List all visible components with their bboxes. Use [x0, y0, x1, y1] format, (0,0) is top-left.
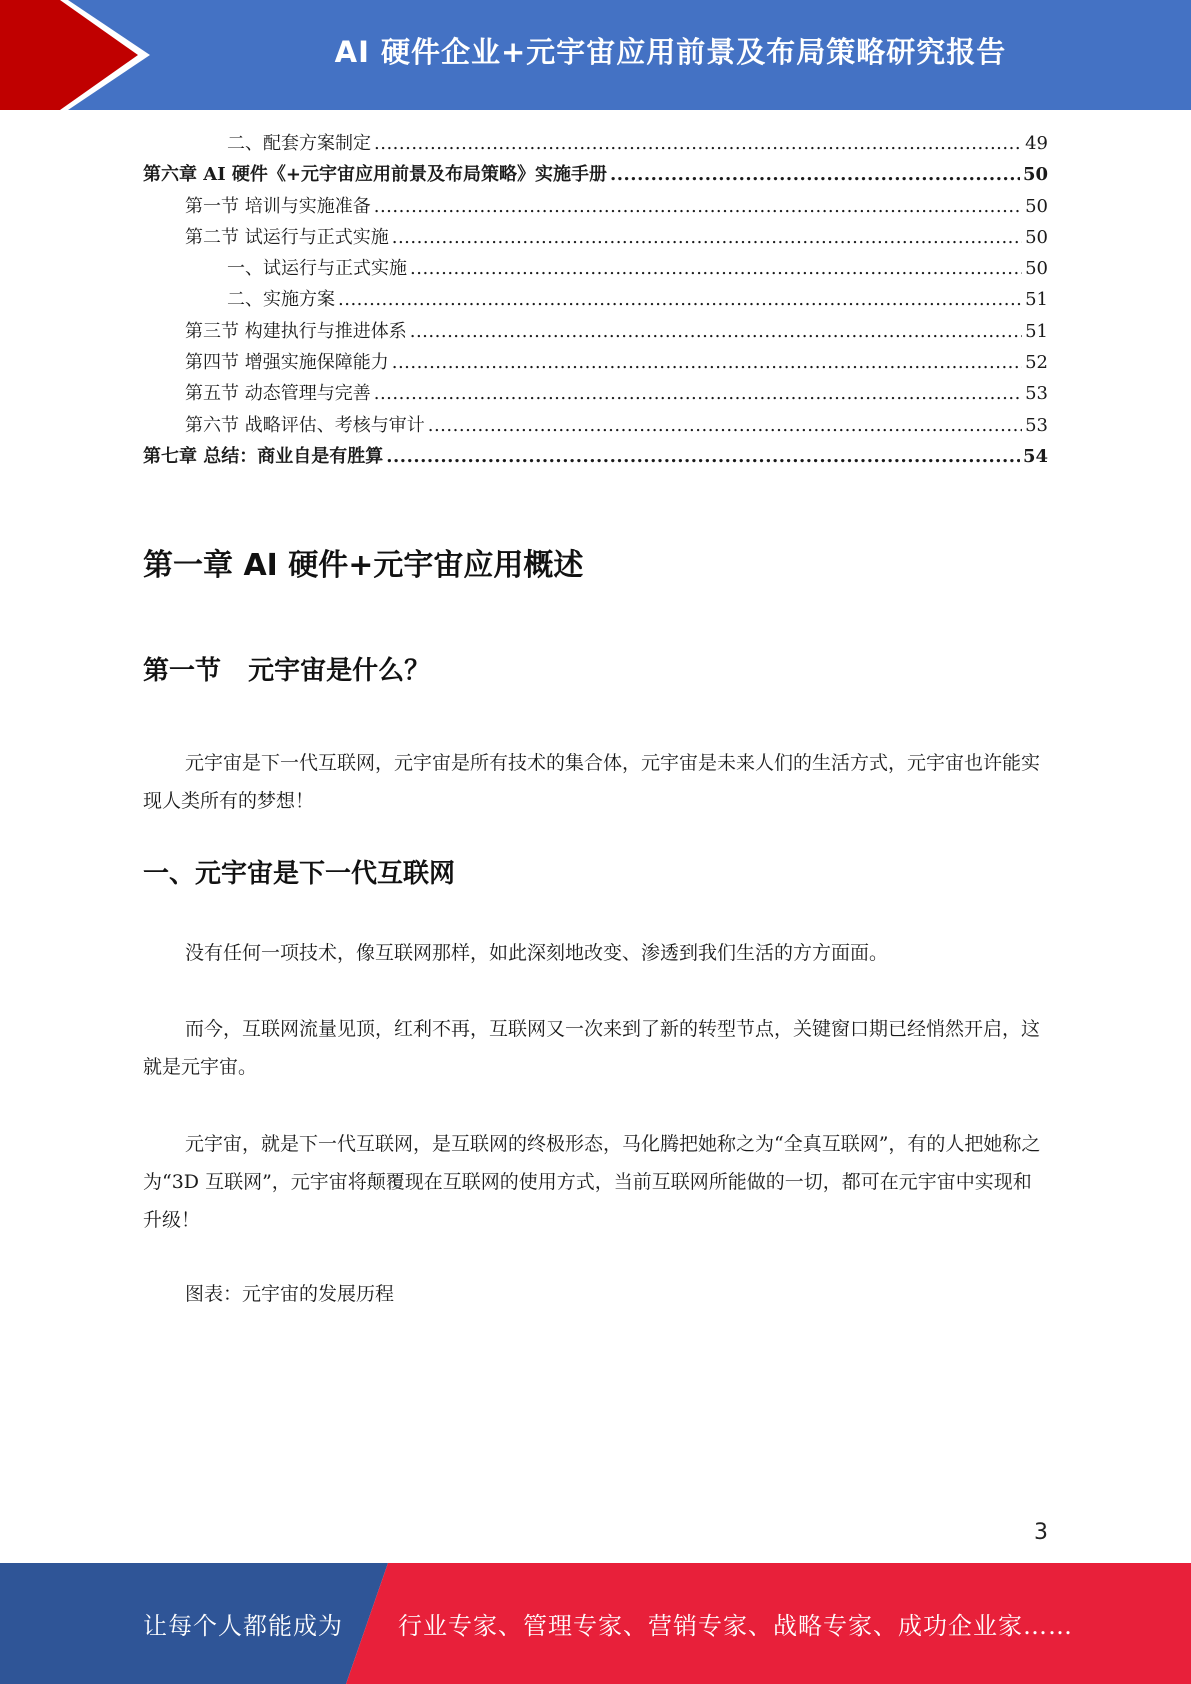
toc-entry-page: 50	[1025, 226, 1048, 248]
toc-entry[interactable]	[143, 284, 1048, 315]
toc-entry[interactable]	[143, 316, 1048, 347]
toc-dot-leader	[610, 159, 1020, 190]
chapter-title: 第一章 AI 硬件+元宇宙应用概述	[143, 548, 584, 583]
toc-entry-title: 第六章 AI 硬件《+元宇宙应用前景及布局策略》实施手册	[143, 164, 607, 186]
toc-entry[interactable]	[143, 441, 1048, 472]
body-paragraph-2: 而今，互联网流量见顶，红利不再，互联网又一次来到了新的转型节点，关键窗口期已经悄然开启，这就是元宇宙。	[143, 1018, 1041, 1078]
toc-dot-leader	[410, 253, 1022, 284]
report-title: AI 硬件企业+元宇宙应用前景及布局策略研究报告	[334, 34, 1007, 69]
toc-entry-title: 第二节 试运行与正式实施	[185, 226, 389, 248]
page-footer	[0, 1563, 1191, 1684]
toc-entry-page: 52	[1025, 352, 1048, 374]
section-title: 第一节 元宇宙是什么？	[143, 656, 431, 686]
toc-entry-page: 53	[1025, 414, 1048, 436]
toc-entry-title: 一、试运行与正式实施	[227, 258, 407, 280]
toc-dot-leader	[410, 316, 1022, 347]
toc-entry[interactable]	[143, 253, 1048, 284]
toc-entry-page: 49	[1025, 133, 1048, 154]
subsection-title: 一、元宇宙是下一代互联网	[143, 859, 456, 889]
toc-entry-title: 第三节 构建执行与推进体系	[185, 320, 407, 342]
toc-entry[interactable]	[143, 191, 1048, 222]
toc-entry-page: 50	[1025, 195, 1048, 217]
header-chevron-decoration	[0, 0, 150, 110]
toc-entry[interactable]	[143, 347, 1048, 378]
table-of-contents	[143, 128, 1048, 472]
body-paragraph-1: 没有任何一项技术，像互联网那样，如此深刻地改变、渗透到我们生活的方方面面。	[185, 942, 889, 964]
footer-slogan-left: 让每个人都能成为	[143, 1612, 343, 1640]
page-header	[0, 0, 1191, 110]
toc-entry[interactable]	[143, 222, 1048, 253]
toc-entry-title: 二、配套方案制定	[227, 133, 371, 154]
toc-entry-page: 51	[1025, 289, 1048, 311]
toc-dot-leader	[428, 410, 1022, 441]
toc-dot-leader	[392, 222, 1022, 253]
toc-entry-page: 51	[1025, 320, 1048, 342]
toc-dot-leader	[374, 128, 1022, 159]
toc-entry-title: 第四节 增强实施保障能力	[185, 352, 389, 374]
toc-entry-title: 二、实施方案	[227, 289, 335, 311]
toc-entry[interactable]	[143, 410, 1048, 441]
toc-dot-leader	[338, 284, 1022, 315]
toc-entry-title: 第一节 培训与实施准备	[185, 195, 371, 217]
toc-entry-title: 第七章 总结：商业自是有胜算	[143, 445, 384, 467]
toc-dot-leader	[374, 378, 1022, 409]
toc-entry-title: 第五节 动态管理与完善	[185, 383, 371, 405]
toc-entry-page: 50	[1025, 258, 1048, 280]
toc-entry[interactable]	[143, 128, 1048, 159]
body-paragraph-3: 元宇宙，就是下一代互联网，是互联网的终极形态，马化腾把她称之为“全真互联网”，有的人把她称之为“3D 互联网”，元宇宙将颠覆现在互联网的使用方式，当前互联网所能做的一切，都可在元宇宙中实现和升级！	[143, 1133, 1041, 1231]
toc-dot-leader	[374, 191, 1022, 222]
toc-dot-leader	[386, 441, 1020, 472]
toc-entry[interactable]	[143, 378, 1048, 409]
toc-dot-leader	[392, 347, 1022, 378]
intro-paragraph: 元宇宙是下一代互联网，元宇宙是所有技术的集合体，元宇宙是未来人们的生活方式，元宇宙也许能实现人类所有的梦想！	[143, 752, 1041, 812]
toc-entry-page: 50	[1022, 164, 1048, 186]
toc-entry-page: 54	[1022, 445, 1048, 467]
page-number: 3	[1034, 1520, 1048, 1545]
toc-entry-title: 第六节 战略评估、考核与审计	[185, 414, 425, 436]
toc-entry-page: 53	[1025, 383, 1048, 405]
figure-caption: 图表：元宇宙的发展历程	[185, 1283, 395, 1305]
footer-slogan-right: 行业专家、管理专家、营销专家、战略专家、成功企业家……	[398, 1612, 1073, 1640]
toc-entry[interactable]	[143, 159, 1048, 190]
